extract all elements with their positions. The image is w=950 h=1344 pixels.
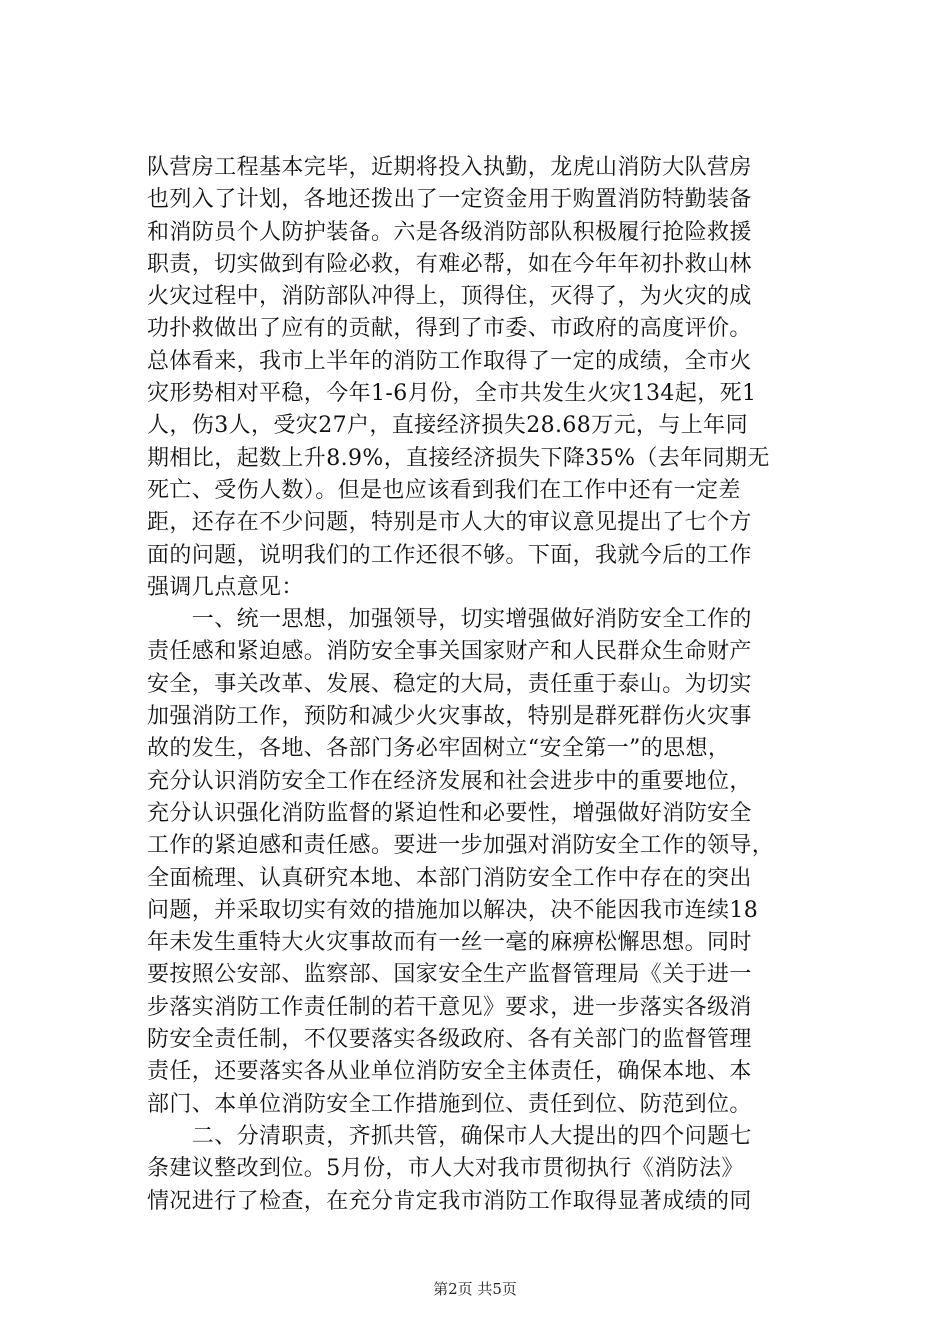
text-line: 火灾过程中，消防部队冲得上，顶得住，灭得了，为火灾的成 <box>147 284 752 310</box>
text-line: 一、统一思想，加强领导，切实增强做好消防安全工作的 <box>147 607 752 633</box>
text-line: 防安全责任制，不仅要落实各级政府、各有关部门的监督管理 <box>147 1027 752 1053</box>
text-line: 死亡、受伤人数）。但是也应该看到我们在工作中还有一定差 <box>147 477 741 503</box>
text-line: 加强消防工作，预防和减少火灾事故，特别是群死群伤火灾事 <box>147 704 752 730</box>
text-line: 年未发生重特大火灾事故而有一丝一毫的麻痹松懈思想。同时 <box>147 930 752 956</box>
text-line: 职责，切实做到有险必救，有难必帮，如在今年年初扑救山林 <box>147 251 752 277</box>
text-line: 面的问题，说明我们的工作还很不够。下面，我就今后的工作 <box>147 542 752 568</box>
text-line: 全面梳理、认真研究本地、本部门消防安全工作中存在的突出 <box>147 865 752 891</box>
text-line: 责任，还要落实各从业单位消防安全主体责任，确保本地、本 <box>147 1059 752 1085</box>
text-line: 总体看来，我市上半年的消防工作取得了一定的成绩，全市火 <box>147 348 752 374</box>
text-line: 要按照公安部、监察部、国家安全生产监督管理局《关于进一 <box>147 962 752 988</box>
text-line: 充分认识消防安全工作在经济发展和社会进步中的重要地位， <box>147 768 752 794</box>
text-line: 步落实消防工作责任制的若干意见》要求，进一步落实各级消 <box>147 994 752 1020</box>
text-line: 距，还存在不少问题，特别是市人大的审议意见提出了七个方 <box>147 510 752 536</box>
text-line: 灾形势相对平稳，今年1-6月份，全市共发生火灾134起，死1 <box>147 381 757 407</box>
text-line: 安全，事关改革、发展、稳定的大局，责任重于泰山。为切实 <box>147 671 752 697</box>
text-line: 部门、本单位消防安全工作措施到位、责任到位、防范到位。 <box>147 1091 752 1117</box>
text-line: 责任感和紧迫感。消防安全事关国家财产和人民群众生命财产 <box>147 639 752 665</box>
text-line: 情况进行了检查，在充分肯定我市消防工作取得显著成绩的同 <box>147 1188 752 1214</box>
body-text <box>147 152 837 1218</box>
text-line: 二、分清职责，齐抓共管，确保市人大提出的四个问题七 <box>147 1123 752 1149</box>
text-line: 功扑救做出了应有的贡献，得到了市委、市政府的高度评价。 <box>147 316 752 342</box>
page-footer: 第2页 共5页 <box>433 1280 517 1298</box>
text-line: 故的发生，各地、各部门务必牢固树立“安全第一”的思想， <box>147 736 731 762</box>
text-line: 工作的紧迫感和责任感。要进一步加强对消防安全工作的领导， <box>147 833 775 859</box>
text-line: 人，伤3人，受灾27户，直接经济损失28.68万元，与上年同 <box>147 413 748 439</box>
text-line: 问题，并采取切实有效的措施加以解决，决不能因我市连续18 <box>147 897 759 923</box>
text-line: 期相比，起数上升8.9%，直接经济损失下降35%（去年同期无 <box>147 445 770 471</box>
text-line: 条建议整改到位。5月份，市人大对我市贯彻执行《消防法》 <box>147 1156 744 1182</box>
text-line: 队营房工程基本完毕，近期将投入执勤，龙虎山消防大队营房 <box>147 155 752 180</box>
text-line: 也列入了计划，各地还拨出了一定资金用于购置消防特勤装备 <box>147 187 752 213</box>
text-line: 充分认识强化消防监督的紧迫性和必要性，增强做好消防安全 <box>147 800 752 826</box>
text-line: 强调几点意见： <box>147 574 304 600</box>
text-line: 和消防员个人防护装备。六是各级消防部队积极履行抢险救援 <box>147 219 752 245</box>
